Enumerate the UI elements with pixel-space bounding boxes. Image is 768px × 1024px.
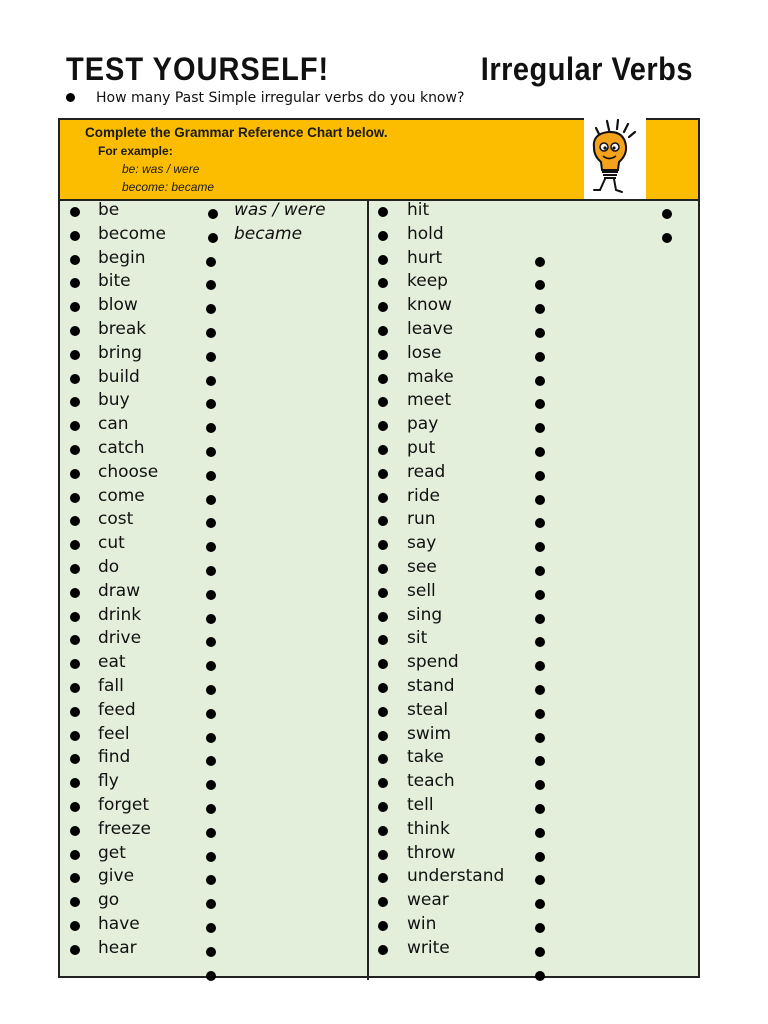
example-1: be: was / were — [122, 162, 200, 176]
verb-row — [60, 604, 380, 628]
verb-row — [369, 604, 689, 628]
base-verb: begin — [98, 247, 146, 268]
base-verb: take — [407, 747, 444, 768]
base-verb: understand — [407, 866, 505, 887]
answer-bullet-icon — [535, 733, 545, 743]
answer-bullet-icon — [206, 518, 216, 528]
verb-row — [60, 556, 380, 580]
verb-row — [60, 746, 380, 770]
bullet-icon — [378, 445, 388, 455]
base-verb: see — [407, 557, 437, 577]
for-example-label: For example: — [98, 144, 173, 158]
bullet-icon — [378, 731, 388, 741]
answer-bullet-icon — [535, 304, 545, 314]
bullet-icon — [70, 588, 80, 598]
base-verb: give — [98, 866, 135, 887]
verb-row — [60, 461, 380, 485]
answer-bullet-icon — [535, 709, 545, 719]
bullet-icon — [70, 659, 80, 669]
verb-row — [369, 913, 689, 937]
base-verb: freeze — [98, 818, 151, 839]
answer-bullet-icon — [535, 661, 545, 671]
base-verb: wear — [407, 890, 449, 911]
answer-bullet-icon — [535, 471, 545, 481]
base-verb: choose — [98, 461, 159, 482]
verb-row — [369, 699, 689, 723]
answer-bullet-icon — [206, 756, 216, 766]
verb-row — [369, 270, 689, 294]
answer-bullet-icon — [535, 756, 545, 766]
answer-bullet-icon — [206, 352, 216, 362]
answer-bullet-icon — [206, 852, 216, 862]
answer-bullet-icon — [206, 495, 216, 505]
base-verb: break — [98, 319, 147, 339]
verb-row — [60, 318, 380, 342]
verb-row — [60, 485, 380, 509]
base-verb: find — [98, 747, 131, 768]
bullet-icon — [378, 397, 388, 407]
answer-bullet-icon — [206, 923, 216, 933]
verb-row — [369, 413, 689, 437]
answer-bullet-icon — [206, 947, 216, 957]
verb-row — [369, 508, 689, 532]
verb-row — [369, 865, 689, 889]
bullet-icon — [70, 850, 80, 860]
verb-row — [369, 556, 689, 580]
base-verb: stand — [407, 676, 455, 696]
base-verb: read — [407, 461, 446, 482]
verb-row — [369, 675, 689, 699]
verb-row — [60, 723, 380, 747]
answer-bullet-icon — [662, 209, 672, 219]
answer-bullet-icon — [535, 637, 545, 647]
verb-row — [369, 223, 689, 247]
verb-row — [60, 675, 380, 699]
answer-bullet-icon — [208, 233, 218, 243]
bullet-icon — [70, 945, 80, 955]
verb-row — [60, 961, 380, 985]
answer-bullet-icon — [535, 423, 545, 433]
answer-bullet-icon — [535, 399, 545, 409]
bullet-icon — [378, 873, 388, 883]
verb-row — [369, 961, 689, 985]
answer-bullet-icon — [206, 447, 216, 457]
verb-row — [60, 818, 380, 842]
bullet-icon — [70, 873, 80, 883]
base-verb: have — [98, 914, 140, 934]
verb-row — [369, 818, 689, 842]
bullet-icon — [378, 754, 388, 764]
base-verb: hold — [407, 223, 444, 244]
answer-bullet-icon — [535, 566, 545, 576]
answer-bullet-icon — [206, 542, 216, 552]
answer-bullet-icon — [535, 875, 545, 885]
bullet-icon — [378, 659, 388, 669]
bullet-icon — [70, 778, 80, 788]
bullet-icon — [378, 778, 388, 788]
base-verb: forget — [98, 795, 149, 815]
verb-row — [369, 342, 689, 366]
base-verb: sit — [407, 628, 428, 649]
intro-line — [66, 90, 464, 106]
verb-row — [369, 794, 689, 818]
answer-bullet-icon — [535, 328, 545, 338]
answer-bullet-icon — [206, 780, 216, 790]
base-verb: become — [98, 223, 167, 244]
verb-row — [60, 580, 380, 604]
base-verb: come — [98, 485, 145, 506]
bullet-icon — [70, 231, 80, 241]
answer-bullet-icon — [535, 947, 545, 957]
base-verb: spend — [407, 652, 459, 673]
bullet-icon — [70, 326, 80, 336]
chart-header — [60, 120, 698, 201]
base-verb: feel — [98, 723, 130, 744]
answer-bullet-icon — [206, 328, 216, 338]
answer-bullet-icon — [535, 614, 545, 624]
answer-bullet-icon — [662, 233, 672, 243]
bullet-icon — [378, 897, 388, 907]
verb-row — [369, 389, 689, 413]
chart-heading: Complete the Grammar Reference Chart below. — [85, 125, 388, 140]
base-verb: meet — [407, 390, 452, 411]
bullet-icon — [70, 540, 80, 550]
answer-bullet-icon — [535, 257, 545, 267]
title-irregular-verbs: Irregular Verbs — [480, 52, 693, 88]
base-verb: ride — [407, 485, 440, 506]
verb-row — [369, 651, 689, 675]
bullet-icon — [70, 683, 80, 693]
bullet-icon — [70, 493, 80, 503]
base-verb: pay — [407, 414, 439, 435]
base-verb: go — [98, 890, 120, 911]
verb-row — [60, 294, 380, 318]
base-verb: sell — [407, 580, 436, 601]
bullet-icon — [378, 945, 388, 955]
verb-row — [60, 270, 380, 294]
bullet-icon — [378, 683, 388, 693]
answer-bullet-icon — [206, 257, 216, 267]
verb-row — [60, 842, 380, 866]
bullet-icon — [70, 564, 80, 574]
verb-row — [369, 437, 689, 461]
answer-bullet-icon — [206, 471, 216, 481]
answer-bullet-icon — [208, 209, 218, 219]
verb-row — [369, 770, 689, 794]
verb-row — [369, 580, 689, 604]
answer-bullet-icon — [535, 542, 545, 552]
lightbulb-character-icon — [584, 118, 646, 199]
verb-row — [369, 485, 689, 509]
answer-bullet-icon — [206, 423, 216, 433]
bullet-icon — [70, 612, 80, 622]
base-verb: drink — [98, 604, 142, 625]
verb-row — [60, 389, 380, 413]
base-verb: keep — [407, 271, 448, 292]
verb-row — [369, 318, 689, 342]
answer-bullet-icon — [206, 709, 216, 719]
answer-bullet-icon — [535, 352, 545, 362]
answer-bullet-icon — [206, 399, 216, 409]
base-verb: blow — [98, 295, 138, 316]
base-verb: tell — [407, 795, 434, 815]
bullet-icon — [378, 493, 388, 503]
base-verb: bring — [98, 342, 143, 363]
verb-row — [369, 461, 689, 485]
base-verb: swim — [407, 723, 452, 744]
base-verb: cost — [98, 509, 134, 530]
bullet-icon — [378, 469, 388, 479]
answer-bullet-icon — [206, 685, 216, 695]
verb-row — [60, 794, 380, 818]
bullet-icon — [70, 469, 80, 479]
base-verb: say — [407, 533, 437, 554]
base-verb: know — [407, 295, 452, 316]
base-verb: drive — [98, 628, 142, 649]
verb-row — [369, 627, 689, 651]
answer-bullet-icon — [206, 376, 216, 386]
base-verb: catch — [98, 438, 145, 458]
answer-bullet-icon — [535, 828, 545, 838]
answer-bullet-icon — [206, 828, 216, 838]
answer-bullet-icon — [206, 733, 216, 743]
base-verb: steal — [407, 699, 449, 720]
answer-bullet-icon — [206, 280, 216, 290]
bullet-icon — [70, 302, 80, 312]
base-verb: hit — [407, 200, 430, 220]
bullet-icon — [378, 802, 388, 812]
bullet-icon — [70, 255, 80, 265]
bullet-icon — [378, 374, 388, 384]
bullet-icon — [378, 707, 388, 717]
answer-bullet-icon — [535, 376, 545, 386]
base-verb: run — [407, 509, 436, 530]
base-verb: make — [407, 366, 454, 387]
intro-text: How many Past Simple irregular verbs do you know? — [96, 90, 465, 106]
bullet-icon — [70, 207, 80, 217]
answer-bullet-icon — [206, 661, 216, 671]
reference-chart — [58, 118, 700, 978]
verb-row — [60, 508, 380, 532]
verb-row — [369, 532, 689, 556]
base-verb: do — [98, 557, 120, 577]
answer-bullet-icon — [535, 447, 545, 457]
base-verb: teach — [407, 771, 455, 792]
base-verb: cut — [98, 533, 125, 554]
verb-row — [369, 937, 689, 961]
base-verb: eat — [98, 652, 126, 673]
base-verb: be — [98, 200, 120, 220]
bullet-icon — [378, 231, 388, 241]
verb-row — [60, 366, 380, 390]
verb-row — [369, 889, 689, 913]
base-verb: sing — [407, 604, 443, 625]
bullet-icon — [70, 421, 80, 431]
base-verb: hear — [98, 937, 137, 958]
base-verb: throw — [407, 842, 456, 863]
bullet-icon — [70, 350, 80, 360]
answer-bullet-icon — [535, 899, 545, 909]
verb-row — [60, 532, 380, 556]
verb-row — [369, 294, 689, 318]
title-test-yourself: TEST YOURSELF! — [66, 52, 330, 88]
bullet-icon — [70, 731, 80, 741]
verb-row — [369, 366, 689, 390]
base-verb: leave — [407, 319, 454, 339]
bullet-icon — [378, 612, 388, 622]
base-verb: fall — [98, 676, 124, 696]
answer-bullet-icon — [206, 614, 216, 624]
verb-row — [60, 342, 380, 366]
verb-row — [60, 413, 380, 437]
bullet-icon — [70, 397, 80, 407]
bullet-icon — [70, 921, 80, 931]
verb-row — [369, 199, 689, 223]
answer-bullet-icon — [535, 852, 545, 862]
bullet-icon — [70, 897, 80, 907]
past-simple-answer: was / were — [234, 200, 326, 220]
answer-bullet-icon — [206, 804, 216, 814]
bullet-icon — [378, 564, 388, 574]
verb-row — [60, 699, 380, 723]
verb-row — [60, 937, 380, 961]
bullet-icon — [70, 707, 80, 717]
base-verb: bite — [98, 271, 131, 292]
bullet-icon — [378, 921, 388, 931]
answer-bullet-icon — [206, 590, 216, 600]
example-2: become: became — [122, 180, 215, 194]
bullet-icon — [70, 516, 80, 526]
bullet-icon — [378, 302, 388, 312]
verb-row — [369, 842, 689, 866]
verb-row — [60, 199, 380, 223]
bullet-icon — [378, 421, 388, 431]
bullet-icon — [70, 754, 80, 764]
answer-bullet-icon — [206, 637, 216, 647]
bullet-icon — [378, 588, 388, 598]
base-verb: buy — [98, 390, 130, 411]
verb-row — [369, 746, 689, 770]
base-verb: win — [407, 914, 437, 934]
past-simple-answer: became — [234, 223, 303, 244]
verb-row — [60, 913, 380, 937]
verb-row — [369, 723, 689, 747]
bullet-icon — [70, 802, 80, 812]
base-verb: lose — [407, 342, 442, 363]
verb-row — [369, 247, 689, 271]
base-verb: think — [407, 818, 450, 839]
base-verb: can — [98, 414, 129, 435]
verb-row — [60, 223, 380, 247]
bullet-icon — [378, 635, 388, 645]
base-verb: put — [407, 438, 436, 458]
bullet-icon — [70, 445, 80, 455]
answer-bullet-icon — [535, 780, 545, 790]
base-verb: hurt — [407, 247, 443, 268]
answer-bullet-icon — [535, 518, 545, 528]
answer-bullet-icon — [206, 566, 216, 576]
bullet-icon — [66, 93, 75, 102]
answer-bullet-icon — [535, 495, 545, 505]
verb-row — [60, 889, 380, 913]
verb-row — [60, 627, 380, 651]
base-verb: feed — [98, 699, 136, 720]
verb-row — [60, 770, 380, 794]
bullet-icon — [378, 540, 388, 550]
answer-bullet-icon — [535, 923, 545, 933]
answer-bullet-icon — [206, 971, 216, 981]
answer-bullet-icon — [206, 899, 216, 909]
answer-bullet-icon — [535, 804, 545, 814]
base-verb: draw — [98, 580, 141, 601]
bullet-icon — [378, 516, 388, 526]
verb-row — [60, 865, 380, 889]
base-verb: write — [407, 937, 450, 958]
answer-bullet-icon — [535, 685, 545, 695]
bullet-icon — [378, 207, 388, 217]
verb-row — [60, 651, 380, 675]
answer-bullet-icon — [206, 875, 216, 885]
bullet-icon — [378, 350, 388, 360]
base-verb: fly — [98, 771, 119, 792]
bullet-icon — [378, 326, 388, 336]
bullet-icon — [378, 278, 388, 288]
answer-bullet-icon — [535, 280, 545, 290]
bullet-icon — [70, 635, 80, 645]
base-verb: build — [98, 366, 140, 387]
bullet-icon — [70, 826, 80, 836]
bullet-icon — [378, 826, 388, 836]
verb-row — [60, 437, 380, 461]
verb-row — [60, 247, 380, 271]
bullet-icon — [378, 255, 388, 265]
answer-bullet-icon — [535, 971, 545, 981]
answer-bullet-icon — [206, 304, 216, 314]
bullet-icon — [378, 850, 388, 860]
bullet-icon — [70, 374, 80, 384]
base-verb: get — [98, 842, 126, 863]
bullet-icon — [70, 278, 80, 288]
answer-bullet-icon — [535, 590, 545, 600]
